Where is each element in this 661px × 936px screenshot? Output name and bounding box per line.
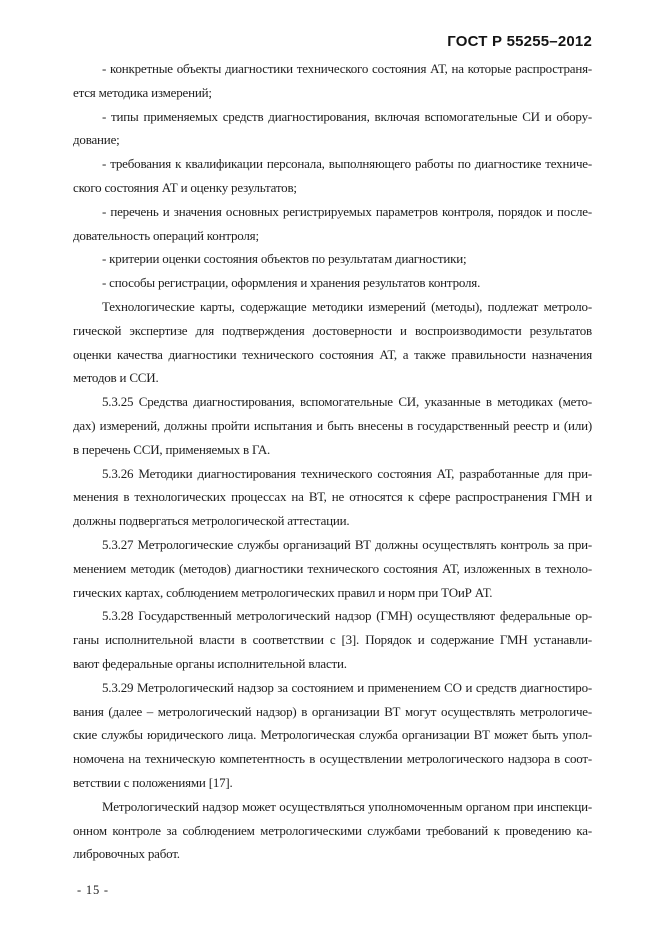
text-line: вают федеральные органы исполнительной власти.: [73, 655, 347, 671]
text-line: онном контроле за соблюдением метрологическими службами требований к проведению ка-: [73, 822, 592, 838]
text-line: менения в технологических процессах на ВТ, не относятся к сфере распространения ГМН и: [73, 489, 592, 505]
text-line: Технологические карты, содержащие методики измерений (методы), подлежат метроло-: [102, 298, 592, 314]
text-line: оценки качества диагностики технического состояния АТ, а также правильности назначения: [73, 346, 592, 362]
text-line: ветствии с положениями [17].: [73, 774, 233, 790]
text-line: 5.3.25 Средства диагностирования, вспомогательные СИ, указанные в методиках (мето-: [102, 394, 592, 410]
text-line: вания (далее – метрологический надзор) в организации ВТ могут осуществлять метрологиче-: [73, 703, 592, 719]
text-line: ские службы юридического лица. Метрологическая служба организации ВТ может быть упол-: [73, 727, 592, 743]
text-line: гических картах, соблюдением метрологических правил и норм при ТОиР АТ.: [73, 584, 493, 600]
text-line: дах) измерений, должны пройти испытания и быть внесены в государственный реестр и (или): [73, 417, 592, 433]
text-line: ганы исполнительной власти в соответствии с [3]. Порядок и содержание ГМН устанавли-: [73, 632, 592, 648]
text-line: 5.3.28 Государственный метрологический надзор (ГМН) осуществляют федеральные ор-: [102, 608, 592, 624]
text-line: либровочных работ.: [73, 846, 180, 862]
text-line: методов и ССИ.: [73, 370, 159, 386]
text-line: довательность операций контроля;: [73, 227, 259, 243]
text-line: Метрологический надзор может осуществляться уполномоченным органом при инспекци-: [102, 798, 592, 814]
text-line: ского состояния АТ и оценку результатов;: [73, 179, 297, 195]
text-line: в перечень ССИ, применяемых в ГА.: [73, 441, 271, 457]
text-line: менением методик (методов) диагностики технического состояния АТ, изложенных в техноло-: [73, 560, 592, 576]
text-line: - перечень и значения основных регистрируемых параметров контроля, порядок и после-: [102, 203, 592, 219]
text-line: 5.3.27 Метрологические службы организаций ВТ должны осуществлять контроль за при-: [102, 536, 592, 552]
text-line: номочена на техническую компетентность в осуществлении метрологического надзора в соот-: [73, 751, 592, 767]
text-line: 5.3.29 Метрологический надзор за состоянием и применением СО и средств диагностиро-: [102, 679, 592, 695]
text-line: - требования к квалификации персонала, выполняющего работы по диагностике техниче-: [102, 156, 592, 172]
text-line: 5.3.26 Методики диагностирования технического состояния АТ, разработанные для при-: [102, 465, 592, 481]
text-line: гической экспертизе для подтверждения достоверности и воспроизводимости результатов: [73, 322, 592, 338]
document-body: [73, 57, 592, 866]
text-line: - конкретные объекты диагностики технического состояния АТ, на которые распространя-: [102, 61, 592, 76]
text-line: должны подвергаться метрологической аттестации.: [73, 513, 350, 529]
document-header: ГОСТ Р 55255–2012: [447, 33, 592, 50]
page-number: - 15 -: [77, 883, 109, 897]
text-line: - типы применяемых средств диагностирования, включая вспомогательные СИ и обору-: [102, 108, 592, 124]
text-line: - критерии оценки состояния объектов по результатам диагностики;: [102, 251, 467, 267]
text-line: - способы регистрации, оформления и хранения результатов контроля.: [102, 275, 481, 291]
text-line: ется методика измерений;: [73, 84, 212, 100]
text-line: дование;: [73, 132, 120, 148]
